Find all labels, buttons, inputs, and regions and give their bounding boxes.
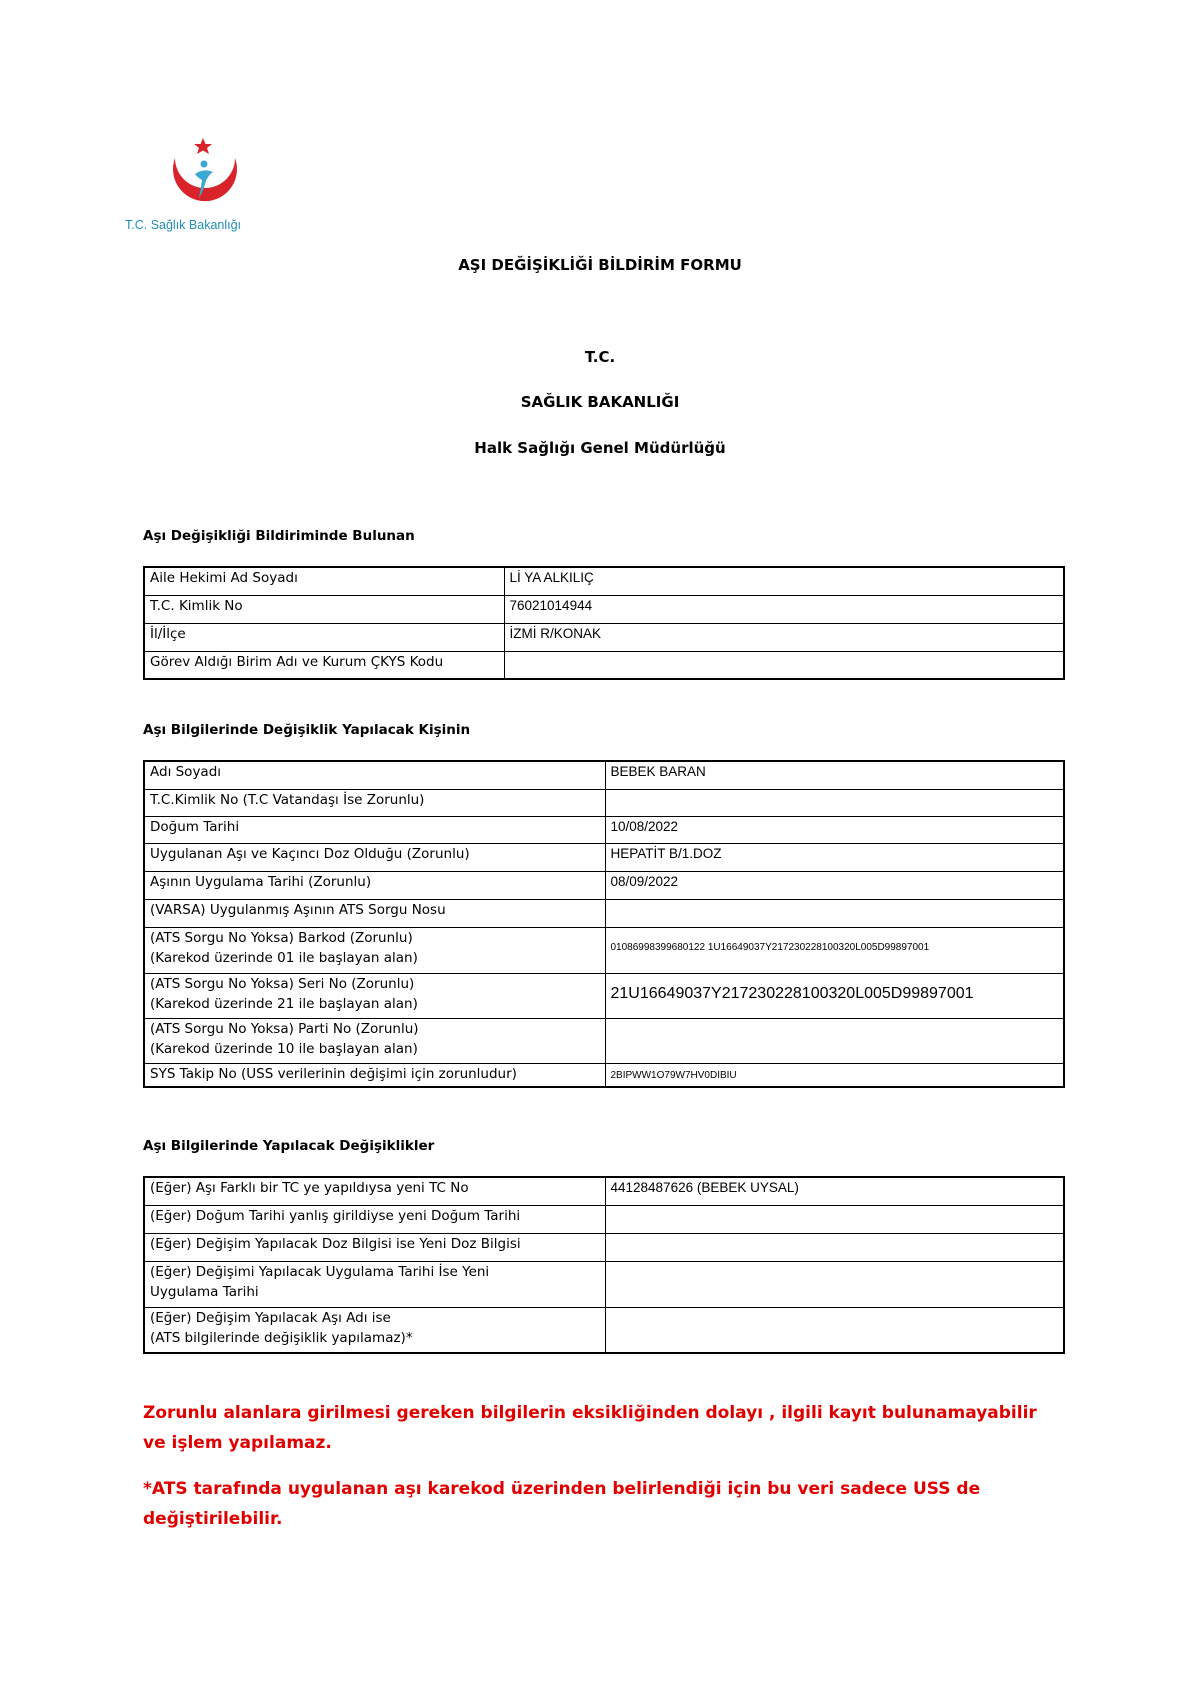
row-label: Uygulanan Aşı ve Kaçıncı Doz Olduğu (Zorunlu) [144, 843, 605, 871]
row-label: (VARSA) Uygulanmış Aşının ATS Sorgu Nosu [144, 899, 605, 927]
birth-date-value[interactable]: 10/08/2022 [605, 816, 1064, 843]
table-row [144, 899, 1064, 927]
section-changes-title: Aşı Bilgilerinde Yapılacak Değişiklikler [143, 1138, 435, 1154]
ministry-emblem-icon [125, 138, 275, 218]
table-row [144, 567, 1064, 595]
application-date-value[interactable]: 08/09/2022 [605, 871, 1064, 899]
row-label: SYS Takip No (USS verilerinin değişimi için zorunludur) [144, 1063, 605, 1087]
person-name-value[interactable]: BEBEK BARAN [605, 761, 1064, 789]
row-label: İl/İlçe [144, 623, 504, 651]
row-label: (Eğer) Doğum Tarihi yanlış girildiyse yeni Doğum Tarihi [144, 1205, 605, 1233]
table-row [144, 1205, 1064, 1233]
row-label: (Eğer) Değişim Yapılacak Doz Bilgisi ise Yeni Doz Bilgisi [144, 1233, 605, 1261]
reporter-table [143, 566, 1065, 680]
ats-query-value[interactable] [605, 899, 1064, 927]
row-label: Doğum Tarihi [144, 816, 605, 843]
header-ministry: SAĞLIK BAKANLIĞI [520, 393, 680, 411]
table-row [144, 1018, 1064, 1063]
table-row [144, 1233, 1064, 1261]
changes-table [143, 1176, 1065, 1354]
doctor-name-value[interactable]: Lİ YA ALKILIÇ [504, 567, 1064, 595]
row-label: (ATS Sorgu No Yoksa) Seri No (Zorunlu) (Karekod üzerinde 21 ile başlayan alan) [144, 973, 605, 1018]
new-tc-value[interactable]: 44128487626 (BEBEK UYSAL) [605, 1177, 1064, 1205]
row-label: Adı Soyadı [144, 761, 605, 789]
person-tc-value[interactable] [605, 789, 1064, 816]
ats-footnote: *ATS tarafında uygulanan aşı karekod üzerinden belirlendiği için bu veri sadece USS de değiştirilebilir. [143, 1479, 981, 1529]
table-row [144, 595, 1064, 623]
row-label: Aşının Uygulama Tarihi (Zorunlu) [144, 871, 605, 899]
new-birth-date-value[interactable] [605, 1205, 1064, 1233]
person-table [143, 760, 1065, 1088]
table-row [144, 871, 1064, 899]
sys-tracking-value[interactable]: 2BIPWW1O79W7HV0DIBIU [605, 1063, 1064, 1087]
table-row [144, 1307, 1064, 1353]
new-vaccine-name-value[interactable] [605, 1307, 1064, 1353]
table-row [144, 927, 1064, 973]
mandatory-warning: Zorunlu alanlara girilmesi gereken bilgilerin eksikliğinden dolayı , ilgili kayıt bulunamayabilir ve işlem yapılamaz. [143, 1403, 1037, 1453]
table-row [144, 843, 1064, 871]
row-label: (Eğer) Değişimi Yapılacak Uygulama Tarihi İse Yeni Uygulama Tarihi [144, 1261, 605, 1307]
table-row [144, 761, 1064, 789]
table-row [144, 789, 1064, 816]
table-row [144, 1177, 1064, 1205]
row-label: (ATS Sorgu No Yoksa) Barkod (Zorunlu) (Karekod üzerinde 01 ile başlayan alan) [144, 927, 605, 973]
table-row [144, 651, 1064, 679]
barcode-value[interactable]: 01086998399680122 1U16649037Y217230228100320L005D99897001 [605, 927, 1064, 973]
table-row [144, 816, 1064, 843]
ministry-logo [125, 138, 275, 238]
header-department: Halk Sağlığı Genel Müdürlüğü [474, 439, 726, 457]
tc-number-value[interactable]: 76021014944 [504, 595, 1064, 623]
row-label: T.C. Kimlik No [144, 595, 504, 623]
new-dose-value[interactable] [605, 1233, 1064, 1261]
new-application-date-value[interactable] [605, 1261, 1064, 1307]
section-reporter-title: Aşı Değişikliği Bildiriminde Bulunan [143, 528, 415, 544]
row-label: Görev Aldığı Birim Adı ve Kurum ÇKYS Kodu [144, 651, 504, 679]
row-label: (Eğer) Değişim Yapılacak Aşı Adı ise (ATS bilgilerinde değişiklik yapılamaz)* [144, 1307, 605, 1353]
serial-number-value[interactable]: 21U16649037Y217230228100320L005D99897001 [605, 973, 1064, 1018]
table-row [144, 623, 1064, 651]
province-district-value[interactable]: İZMİ R/KONAK [504, 623, 1064, 651]
vaccine-dose-value[interactable]: HEPATİT B/1.DOZ [605, 843, 1064, 871]
unit-code-value[interactable] [504, 651, 1064, 679]
table-row [144, 1261, 1064, 1307]
logo-caption: T.C. Sağlık Bakanlığı [125, 218, 242, 232]
row-label: (ATS Sorgu No Yoksa) Parti No (Zorunlu) (Karekod üzerinde 10 ile başlayan alan) [144, 1018, 605, 1063]
row-label: (Eğer) Aşı Farklı bir TC ye yapıldıysa yeni TC No [144, 1177, 605, 1205]
section-person-title: Aşı Bilgilerinde Değişiklik Yapılacak Kişinin [143, 722, 471, 738]
header-tc: T.C. [584, 348, 616, 366]
row-label: T.C.Kimlik No (T.C Vatandaşı İse Zorunlu) [144, 789, 605, 816]
row-label: Aile Hekimi Ad Soyadı [144, 567, 504, 595]
batch-number-value[interactable] [605, 1018, 1064, 1063]
form-title: AŞI DEĞİŞİKLİĞİ BİLDİRİM FORMU [458, 256, 742, 274]
table-row [144, 1063, 1064, 1087]
table-row [144, 973, 1064, 1018]
